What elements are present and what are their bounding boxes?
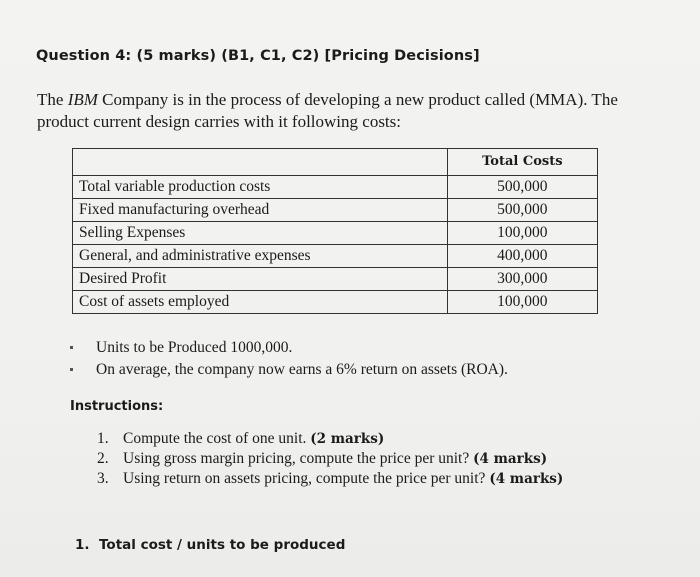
table-header-row <box>73 149 598 176</box>
item-number: 2. <box>97 450 109 467</box>
row-value: 300,000 <box>447 268 597 291</box>
bullet-text: On average, the company now earns a 6% return on assets (ROA). <box>96 361 508 378</box>
item-marks: (4 marks) <box>473 451 548 467</box>
bullet-icon <box>70 346 73 349</box>
row-label: Selling Expenses <box>73 222 448 245</box>
item-text: Using gross margin pricing, compute the price per unit? <box>123 450 470 467</box>
list-item <box>97 469 563 489</box>
table-row <box>73 245 598 268</box>
item-text: Using return on assets pricing, compute the price per unit? <box>123 470 486 487</box>
intro-prefix: The <box>37 90 68 109</box>
table-row <box>73 199 598 222</box>
answer-number: 1. <box>75 537 90 553</box>
row-label: Cost of assets employed <box>73 291 448 314</box>
item-number: 3. <box>97 470 109 487</box>
list-item <box>97 449 563 469</box>
table-row <box>73 222 598 245</box>
row-label: Fixed manufacturing overhead <box>73 199 448 222</box>
row-label: Desired Profit <box>73 268 448 291</box>
row-label: General, and administrative expenses <box>73 245 448 268</box>
cost-table <box>72 148 598 314</box>
question-title: Question 4: (5 marks) (B1, C1, C2) [Pricing Decisions] <box>36 48 480 64</box>
total-costs-header: Total Costs <box>447 149 597 176</box>
row-value: 500,000 <box>447 199 597 222</box>
table-header-blank <box>73 149 448 176</box>
table-row <box>73 268 598 291</box>
answer-text: Total cost / units to be produced <box>99 537 346 553</box>
list-item <box>70 337 508 359</box>
company-name: IBM <box>67 90 98 109</box>
intro-paragraph <box>37 89 667 133</box>
row-value: 100,000 <box>447 291 597 314</box>
table-row <box>73 176 598 199</box>
table-row <box>73 291 598 314</box>
list-item <box>97 429 563 449</box>
bullet-icon <box>70 368 73 371</box>
row-value: 400,000 <box>447 245 597 268</box>
instructions-list <box>97 429 563 489</box>
list-item <box>70 359 508 381</box>
item-marks: (4 marks) <box>489 471 564 487</box>
row-value: 500,000 <box>447 176 597 199</box>
row-label: Total variable production costs <box>73 176 448 199</box>
intro-line-1 <box>37 89 667 111</box>
intro-suffix: Company is in the process of developing a new product called (MMA). The <box>97 90 618 109</box>
answer-line <box>75 537 345 553</box>
bullet-list <box>70 337 508 381</box>
instructions-title: Instructions: <box>70 399 164 414</box>
bullet-text: Units to be Produced 1000,000. <box>96 339 293 356</box>
item-marks: (2 marks) <box>310 431 385 447</box>
row-value: 100,000 <box>447 222 597 245</box>
item-number: 1. <box>97 430 109 447</box>
intro-line-2: product current design carries with it following costs: <box>37 112 401 131</box>
item-text: Compute the cost of one unit. <box>123 430 307 447</box>
